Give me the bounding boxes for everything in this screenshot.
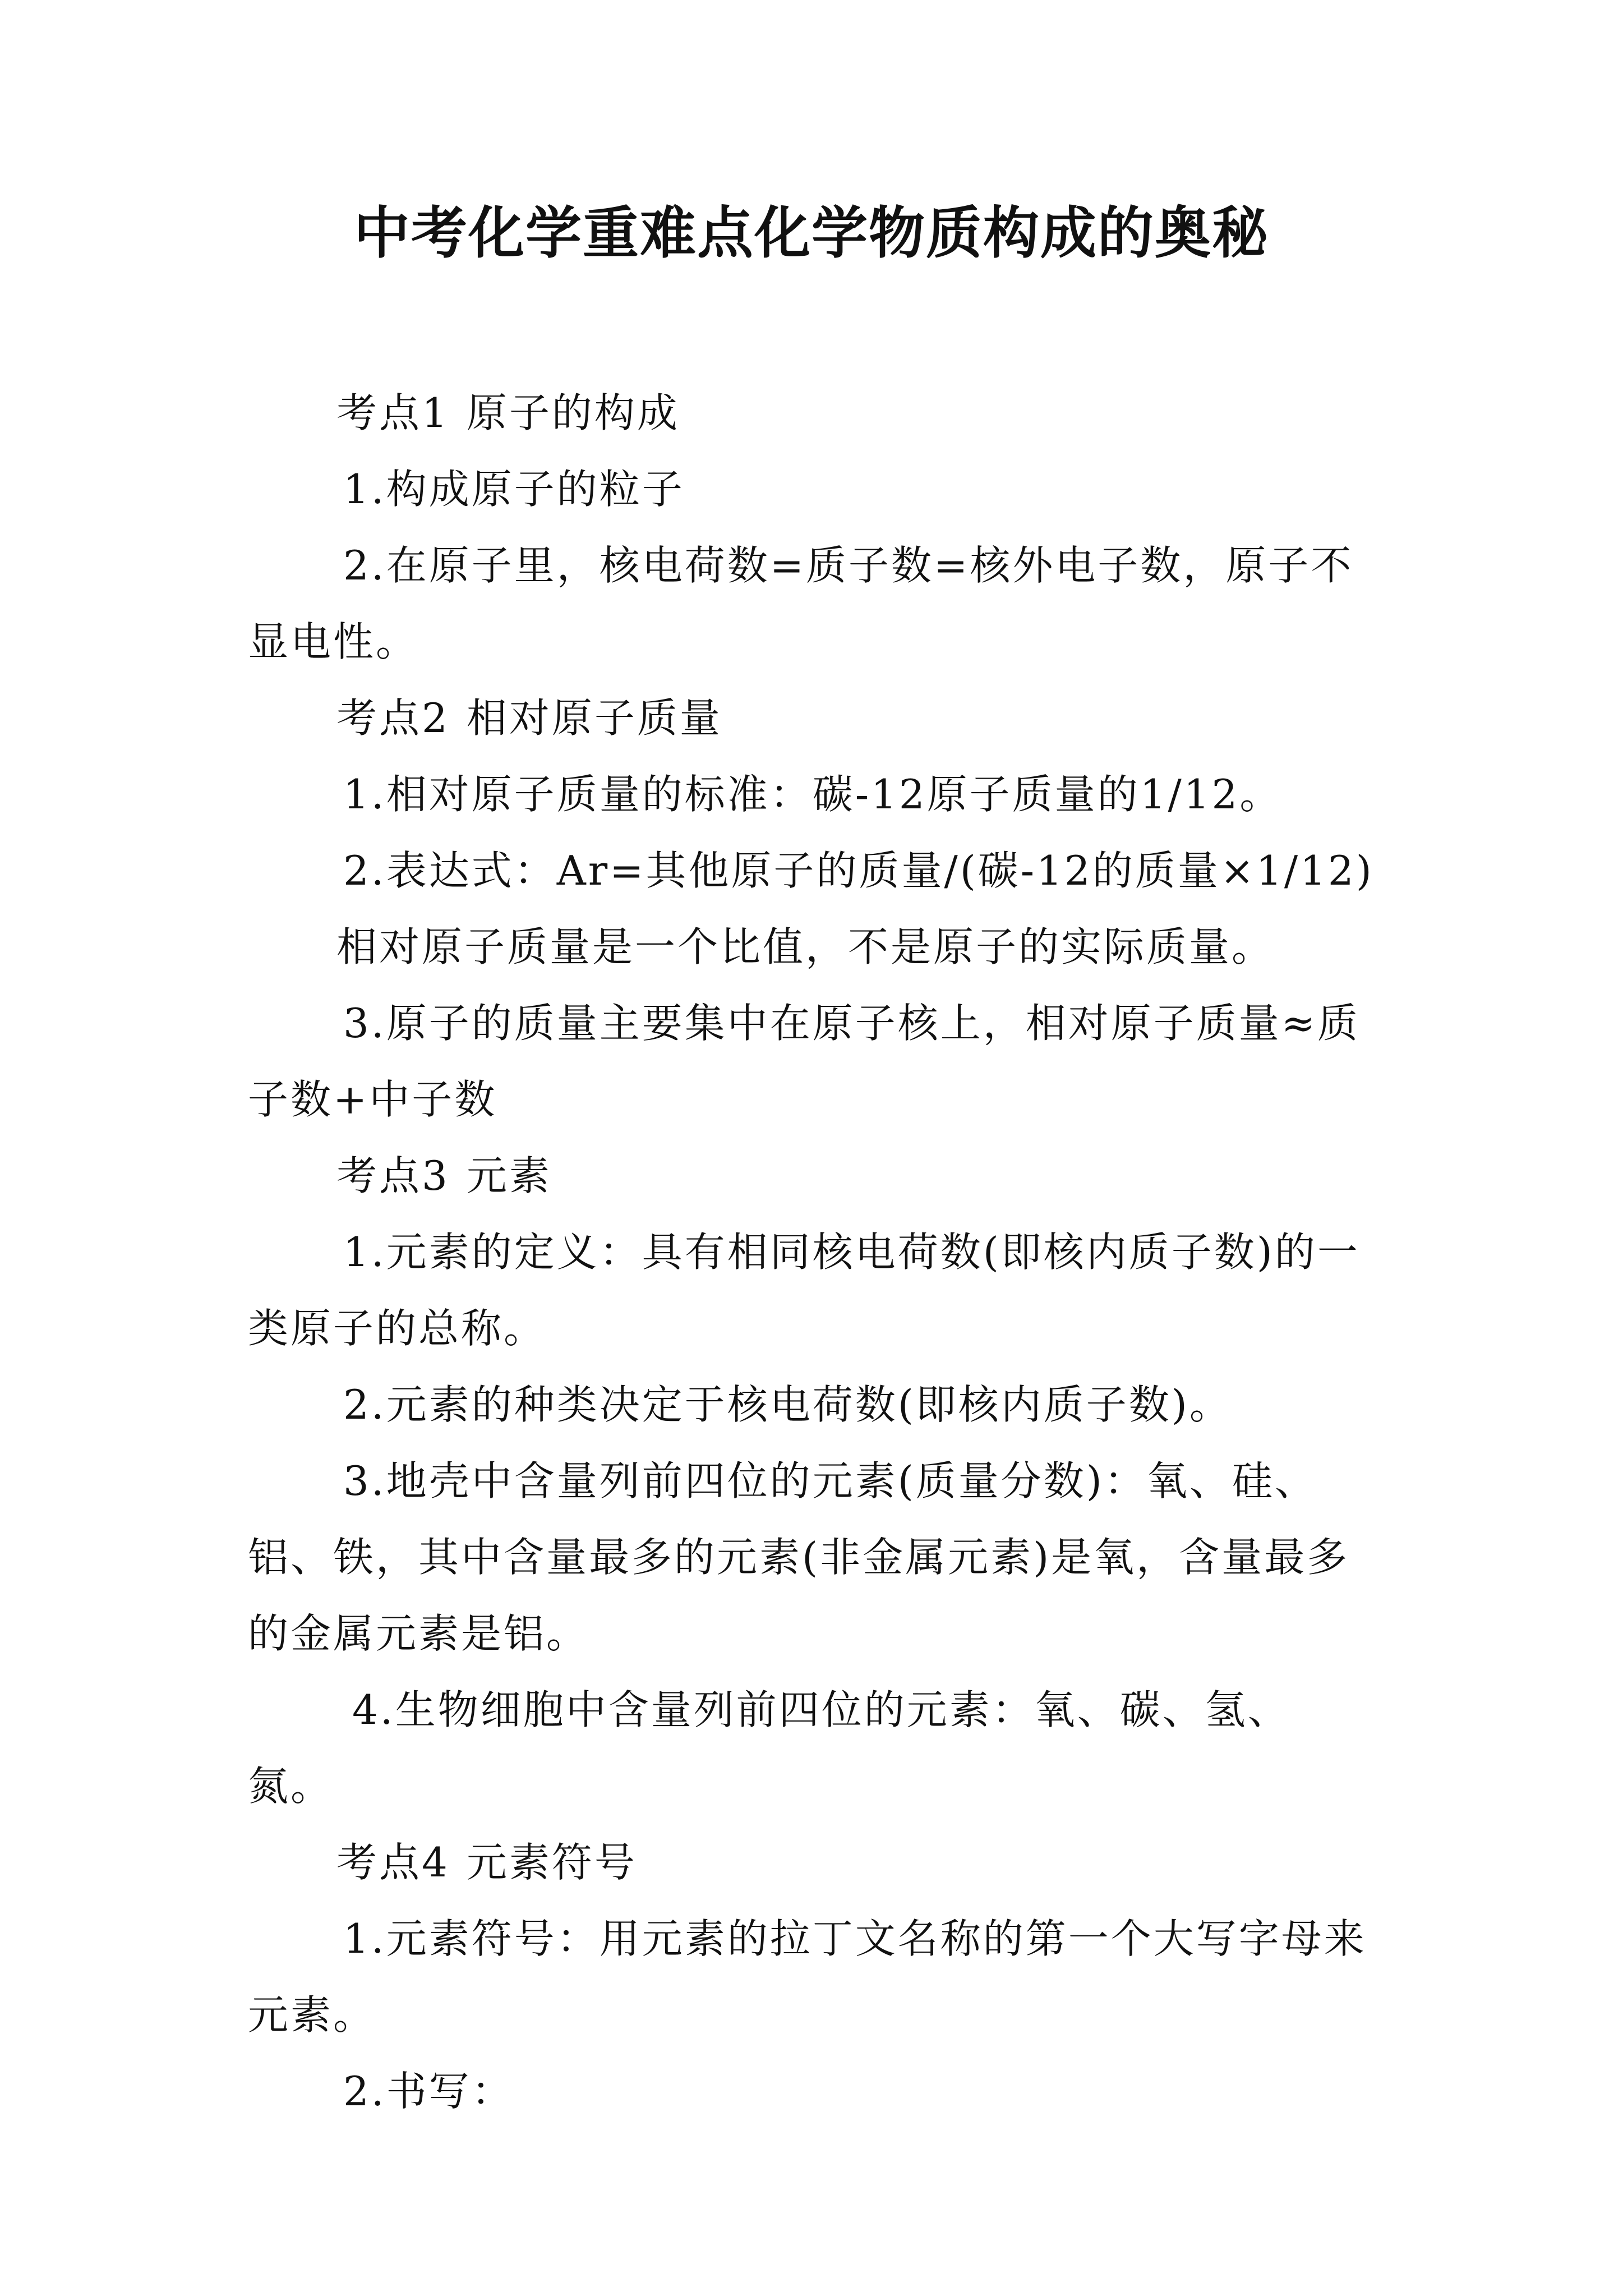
section-name: 相对原子质量 bbox=[466, 694, 722, 742]
section-label: 考点3 bbox=[336, 1152, 450, 1199]
paragraph: 3.地壳中含量列前四位的元素(质量分数)：氧、硅、铝、铁，其中含量最多的元素(非金属元素)是氧，含量最多的金属元素是铝。 bbox=[248, 1457, 1350, 1657]
section-name: 原子的构成 bbox=[466, 389, 680, 436]
section-label: 考点2 bbox=[336, 694, 450, 742]
paragraph: 3.原子的质量主要集中在原子核上，相对原子质量≈质子数+中子数 bbox=[248, 1000, 1361, 1123]
paragraph: 1.相对原子质量的标准：碳-12原子质量的1/12。 bbox=[343, 771, 1283, 818]
document-title: 中考化学重难点化学物质构成的奥秘 bbox=[354, 200, 1269, 266]
document-body bbox=[248, 375, 1375, 2129]
section-label: 考点4 bbox=[336, 1839, 450, 1886]
section-heading-4 bbox=[248, 1824, 1375, 1901]
section-name: 元素 bbox=[466, 1152, 552, 1199]
paragraph: 2.元素的种类决定于核电荷数(即核内质子数)。 bbox=[343, 1381, 1232, 1428]
section-label: 考点1 bbox=[336, 389, 450, 436]
paragraph: 2.书写： bbox=[343, 2068, 514, 2115]
section-heading-1 bbox=[248, 375, 1375, 451]
section-name: 元素符号 bbox=[466, 1839, 637, 1886]
paragraph: 相对原子质量是一个比值，不是原子的实际质量。 bbox=[336, 923, 1275, 970]
paragraph: 1.元素的定义：具有相同核电荷数(即核内质子数)的一类原子的总称。 bbox=[248, 1228, 1360, 1352]
paragraph: 2.在原子里，核电荷数=质子数=核外电子数，原子不显电性。 bbox=[248, 542, 1354, 665]
section-heading-3 bbox=[248, 1138, 1375, 1214]
paragraph: 1.元素符号：用元素的拉丁文名称的第一个大写字母来元素。 bbox=[248, 1915, 1367, 2039]
paragraph: 1.构成原子的粒子 bbox=[343, 466, 685, 513]
section-heading-2 bbox=[248, 680, 1375, 756]
paragraph: 4.生物细胞中含量列前四位的元素：氧、碳、氢、氮。 bbox=[248, 1686, 1290, 1810]
paragraph: 2.表达式：Ar=其他原子的质量/(碳-12的质量×1/12) bbox=[343, 847, 1374, 894]
